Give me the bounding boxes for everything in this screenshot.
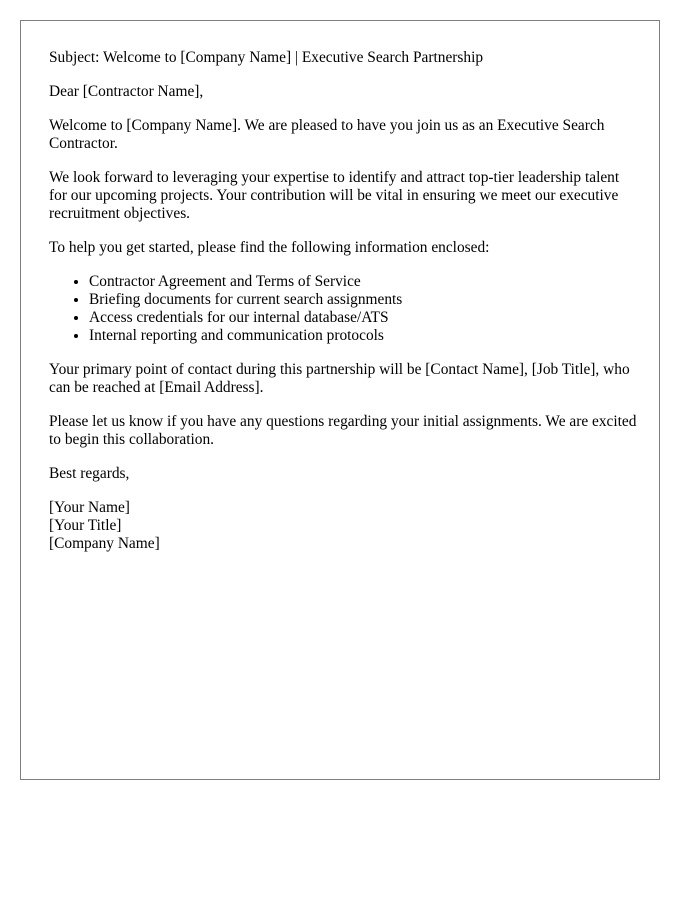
list-item: • Access credentials for our internal database/ATS — [89, 309, 639, 327]
signature-company: [Company Name] — [49, 535, 160, 552]
list-item: • Contractor Agreement and Terms of Service — [89, 273, 639, 291]
letter-body — [49, 49, 639, 553]
contact-paragraph: Your primary point of contact during this partnership will be [Contact Name], [Job Title], who can be reached at [Email Address]. — [49, 361, 630, 396]
questions-paragraph: Please let us know if you have any questions regarding your initial assignments. We are excited to begin this collaboration. — [49, 413, 637, 448]
letter-subject: Subject: Welcome to [Company Name] | Executive Search Partnership — [49, 49, 484, 66]
signature-block — [49, 499, 639, 553]
welcome-paragraph: Welcome to [Company Name]. We are pleased to have you join us as an Executive Search Contractor. — [49, 117, 605, 152]
letter-closing: Best regards, — [49, 465, 130, 482]
expectations-paragraph: We look forward to leveraging your expertise to identify and attract top-tier leadership talent for our upcoming projects. Your contribution will be vital in ensuring we meet our executive recruitment objectives. — [49, 169, 620, 222]
list-item: • Internal reporting and communication protocols — [89, 327, 639, 345]
letter-frame — [20, 20, 660, 780]
list-item: • Briefing documents for current search assignments — [89, 291, 639, 309]
signature-title: [Your Title] — [49, 517, 122, 534]
signature-name: [Your Name] — [49, 499, 130, 516]
enclosures-intro: To help you get started, please find the following information enclosed: — [49, 239, 490, 256]
enclosures-list — [49, 273, 639, 345]
letter-greeting: Dear [Contractor Name], — [49, 83, 204, 100]
